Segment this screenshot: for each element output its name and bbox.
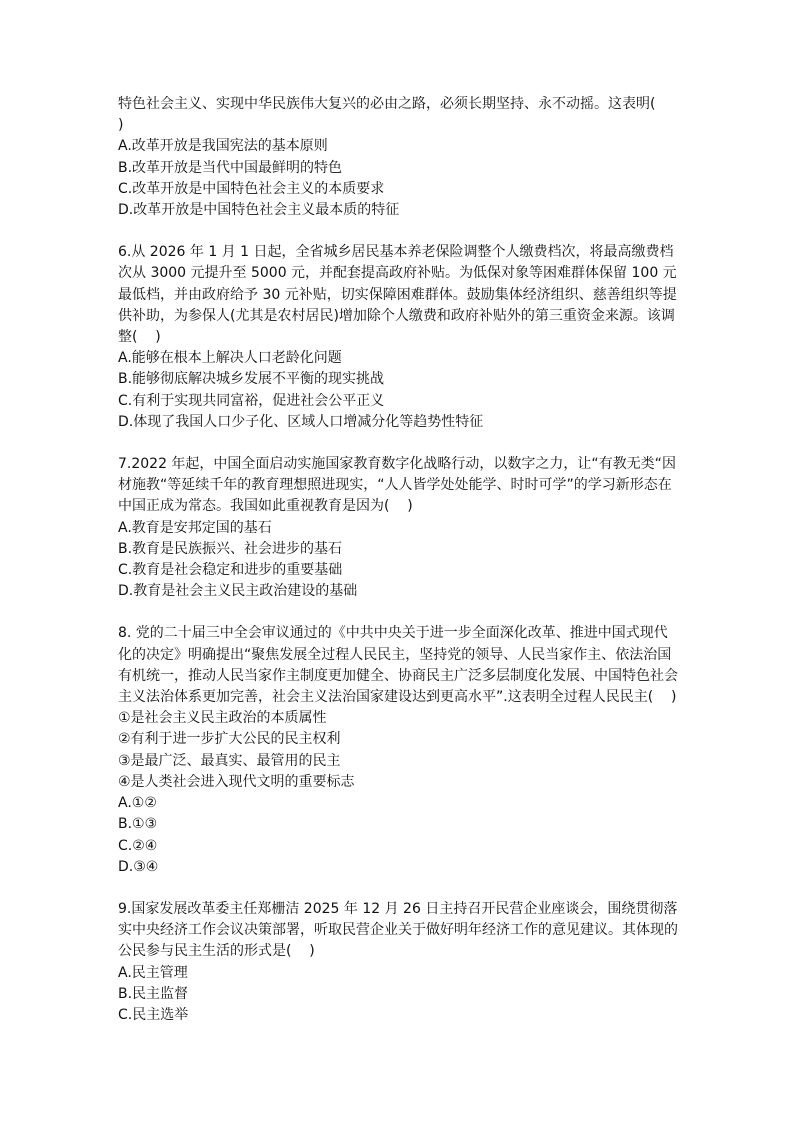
question-9 (118, 899, 678, 1026)
question-8-statement-2: ②有利于进一步扩大公民的民主权利 (118, 731, 341, 748)
question-8-option-d: D.③④ (118, 858, 159, 875)
question-6-option-d: D.体现了我国人口少子化、区域人口增减分化等趋势性特征 (118, 413, 484, 430)
question-6-option-b: B.能够彻底解决城乡发展不平衡的现实挑战 (118, 371, 385, 388)
question-9-option-b: B.民主监督 (118, 985, 189, 1002)
question-5-option-d: D.改革开放是中国特色社会主义最本质的特征 (118, 202, 400, 219)
question-7-option-c: C.教育是社会稳定和进步的重要基础 (118, 562, 343, 579)
question-7-option-d: D.教育是社会主义民主政治建设的基础 (118, 583, 358, 600)
question-7-option-a: A.教育是安邦定国的基石 (118, 519, 272, 536)
question-6-option-c: C.有利于实现共同富裕，促进社会公平正义 (118, 392, 385, 409)
question-6-stem: 6.从 2026 年 1 月 1 日起，全省城乡居民基本养老保险调整个人缴费档次，将最高缴费档次从 3000 元提升至 5000 元，并配套提高政府补贴。为低保对象等困难群体保留 100 元最低档，并由政府给予 30 元补贴，切实保障困难群体。鼓励集体经济组织、慈善组织等提供补助，为参保人(尤其是农村居民)增加除个人缴费和政府补贴外的第三重资金来源。该调整( ) (118, 244, 677, 346)
question-5-option-a: A.改革开放是我国宪法的基本原则 (118, 138, 328, 155)
question-5-stem: 特色社会主义、实现中华民族伟大复兴的必由之路，必须长期坚持、永不动摇。这表明( ) (118, 96, 674, 134)
question-7 (118, 454, 678, 602)
question-9-option-a: A.民主管理 (118, 964, 188, 981)
question-8-option-b: B.①③ (118, 816, 158, 833)
question-9-stem: 9.国家发展改革委主任郑栅洁 2025 年 12 月 26 日主持召开民营企业座谈会，围绕贯彻落实中央经济工作会议决策部署，听取民营企业关于做好明年经济工作的意见建议。其体现的公民参与民主生活的形式是( ) (118, 900, 678, 960)
question-5-option-c: C.改革开放是中国特色社会主义的本质要求 (118, 180, 385, 197)
question-7-stem: 7.2022 年起，中国全面启动实施国家教育数字化战略行动，以数字之力，让“有教无类“因材施教“等延续千年的教育理想照进现实，“人人皆学处处能学、时时可学”的学习新形态在中国正成为常态。我国如此重视教育是因为( ) (118, 456, 676, 515)
question-8-option-c: C.②④ (118, 837, 158, 854)
exam-page (118, 94, 678, 1026)
question-5 (118, 94, 678, 221)
spacer (118, 602, 678, 623)
question-9-option-c: C.民主选举 (118, 1006, 189, 1023)
question-8-statement-4: ④是人类社会进入现代文明的重要标志 (118, 773, 355, 790)
question-8 (118, 623, 678, 877)
question-5-option-b: B.改革开放是当代中国最鲜明的特色 (118, 159, 343, 176)
question-6 (118, 242, 678, 433)
question-8-stem: 8. 党的二十届三中全会审议通过的《中共中央关于进一步全面深化改革、推进中国式现代化的决定》明确提出“聚焦发展全过程人民民主，坚持党的领导、人民当家作主、依法治国有机统一，推动人民当家作主制度更加健全、协商民主广泛多层制度化发展、中国特色社会主义法治体系更加完善，社会主义法治国家建设达到更高水平”.这表明全过程人民民主( )①是社会主义民主政治的本质属性 (118, 625, 678, 727)
spacer (118, 433, 678, 454)
question-8-option-a: A.①② (118, 795, 157, 812)
spacer (118, 878, 678, 899)
question-7-option-b: B.教育是民族振兴、社会进步的基石 (118, 540, 343, 557)
spacer (118, 221, 678, 242)
question-8-statement-3: ③是最广泛、最真实、最管用的民主 (118, 752, 341, 769)
question-6-option-a: A.能够在根本上解决人口老龄化问题 (118, 350, 342, 367)
